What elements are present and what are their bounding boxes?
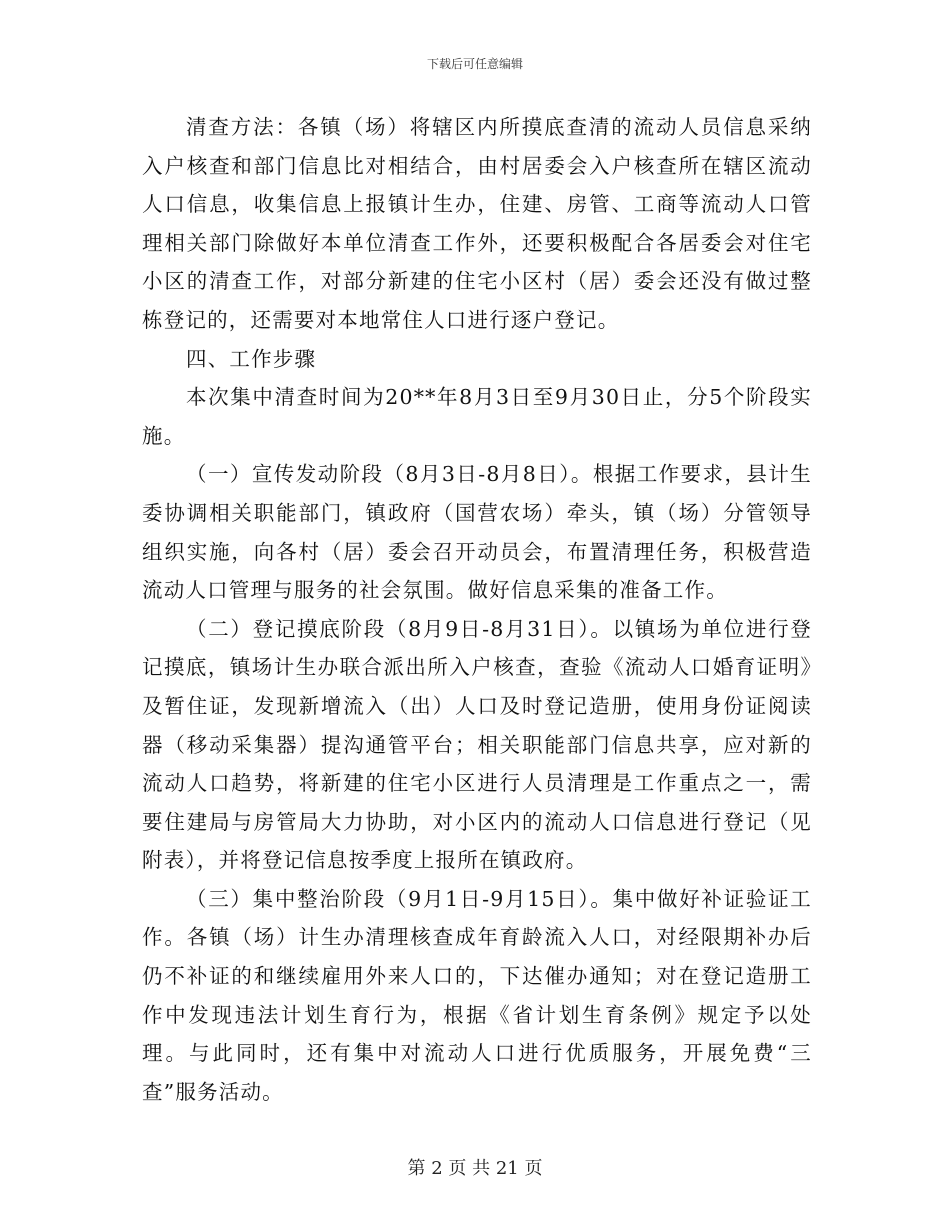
page-number: 第 2 页 共 21 页 (407, 1158, 543, 1179)
section-heading-work-steps: 四、工作步骤 (186, 346, 317, 371)
paragraph-stage-registration: （二）登记摸底阶段（8月9日-8月31日）。以镇场为单位进行登记摸底，镇场计生办联合派出所入户核查，查验《流动人口婚育证明》及暂住证，发现新增流入（出）人口及时登记造册，使用身份证阅读器（移动采集器）提沟通管平台；相关职能部门信息共享，应对新的流动人口趋势，将新建的住宅小区进行人员清理是工作重点之一，需要住建局与房管局大力协助，对小区内的流动人口信息进行登记（见附表），并将登记信息按季度上报所在镇政府。 (142, 616, 812, 873)
paragraph-stage-publicity: （一）宣传发动阶段（8月3日-8月8日）。根据工作要求，县计生委协调相关职能部门，镇政府（国营农场）牵头，镇（场）分管领导组织实施，向各村（居）委会召开动员会，布置清理任务，积极营造流动人口管理与服务的社会氛围。做好信息采集的准备工作。 (142, 462, 812, 603)
paragraph-schedule: 本次集中清查时间为20**年8月3日至9月30日止，分5个阶段实施。 (142, 385, 812, 448)
document-body (142, 108, 812, 1111)
paragraph-stage-rectification: （三）集中整治阶段（9月1日-9月15日）。集中做好补证验证工作。各镇（场）计生办清理核查成年育龄流入人口，对经限期补办后仍不补证的和继续雇用外来人口的，下达催办通知；对在登记造册工作中发现违法计划生育行为，根据《省计划生育条例》规定予以处理。与此同时，还有集中对流动人口进行优质服务，开展免费“三查”服务活动。 (142, 886, 812, 1104)
paragraph-check-method: 清查方法：各镇（场）将辖区内所摸底查清的流动人员信息采纳入户核查和部门信息比对相结合，由村居委会入户核查所在辖区流动人口信息，收集信息上报镇计生办，住建、房管、工商等流动人口管理相关部门除做好本单位清查工作外，还要积极配合各居委会对住宅小区的清查工作，对部分新建的住宅小区村（居）委会还没有做过整栋登记的，还需要对本地常住人口进行逐户登记。 (142, 115, 812, 332)
page-header-note: 下载后可任意编辑 (426, 57, 523, 71)
